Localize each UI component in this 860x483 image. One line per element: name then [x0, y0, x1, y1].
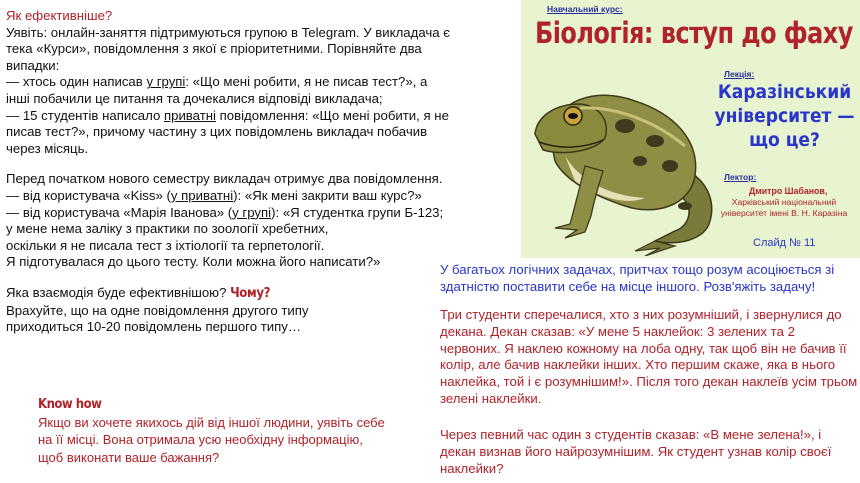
text-line: Врахуйте, що на одне повідомлення другого типу: [6, 302, 309, 318]
section-heading: Як ефективніше?: [6, 8, 113, 23]
frog-image: [525, 46, 735, 256]
in-group-underlined: у групі: [232, 204, 272, 220]
message-one: — від користувача «Kiss» (у приватні): «Як мені закрити ваш курс?»: [6, 187, 422, 203]
lecturer-affiliation: Харківський національний університет імені В. Н. Каразіна: [720, 197, 848, 218]
text-line: через місяць.: [6, 140, 89, 156]
text-line: приходиться 10-20 повідомлень першого типу…: [6, 319, 302, 335]
text-line: щоб виконати ваше бажання?: [38, 449, 220, 465]
question-line: Яка взаємодія буде ефективнішою? Чому?: [6, 284, 271, 301]
text-line: випадки:: [6, 57, 60, 73]
left-column: [6, 8, 518, 350]
private-underlined: приватні: [163, 107, 216, 123]
text-line: Перед початком нового семестру викладач отримує два повідомлення.: [6, 171, 443, 187]
text-line: Уявіть: онлайн-заняття підтримуються групою в Telegram. У викладача є: [6, 24, 450, 40]
know-how-title: Know how: [38, 397, 102, 412]
private-underlined: у приватні: [170, 187, 234, 203]
message-two: — від користувача «Марія Іванова» (у групі): «Я студентка групи Б-123;: [6, 204, 444, 220]
text-line: Якщо ви хочете якихось дій від іншої людини, уявіть себе: [38, 414, 385, 430]
lecture-title: Каразінський університет — що це?: [714, 81, 855, 151]
lecturer-label: Лектор:: [724, 172, 757, 182]
text-line: інші побачили це питання та дочекалися відповіді викладача;: [6, 90, 383, 106]
course-label: Навчальний курс:: [547, 4, 623, 14]
puzzle-question: Через певний час один з студентів сказав: «В мене зелена!», і декан визнав його найрозумнішим. Як студент узнав колір своєї наклейки?: [440, 427, 832, 476]
know-how-box: [38, 396, 418, 466]
why-highlight: Чому?: [230, 285, 271, 301]
course-title: Біологія: вступ до фаху: [535, 16, 853, 50]
messages-paragraph: [6, 171, 518, 271]
text-line: оскільки я не писала тест з іхтіології та герпетології.: [6, 237, 325, 253]
text-line: у мене нема заліку з практики по зоології хребетних,: [6, 221, 329, 237]
lecture-label: Лекція:: [724, 69, 755, 79]
text-line: писав тест?», причому частину з цих повідомлень викладач побачив: [6, 124, 428, 140]
puzzle-intro: У багатьох логічних задачах, притчах тощо розум асоціюється зі здатністю поставити себе на місце іншого. Розв'яжіть задачу!: [440, 262, 835, 294]
in-group-underlined: у групі: [146, 74, 186, 90]
slide-number: Слайд № 11: [753, 237, 816, 249]
scenario-paragraph: [6, 25, 518, 158]
case-one: — хтось один написав у групі: «Що мені робити, я не писав тест?», а: [6, 74, 428, 90]
text-line: на її місці. Вона отримала усю необхідну інформацію,: [38, 432, 363, 447]
course-card: [521, 0, 860, 258]
text-line: тека «Курси», повідомлення з якої є пріоритетними. Порівняйте два: [6, 41, 422, 57]
puzzle-story: Три студенти сперечалися, хто з них розумніший, і звернулися до декана. Декан сказав: «У мене 5 наклейок: 3 зелених та 2 червоних. Я наклею кожному на лоба одну, так щоб він не бачив її колір, але бачив наклейки інших. Хто першим скаже, яка в нього наклейка, той і є розумнішим!». Після того декан наклеїв усім трьом зелені наклейки.: [440, 307, 858, 406]
case-two: — 15 студентів написало приватні повідомлення: «Що мені робити, я не: [6, 107, 449, 123]
lecturer-name: Дмитро Шабанов,: [749, 186, 828, 196]
text-line: Я підготувалася до цього тесту. Коли можна його написати?»: [6, 254, 381, 270]
